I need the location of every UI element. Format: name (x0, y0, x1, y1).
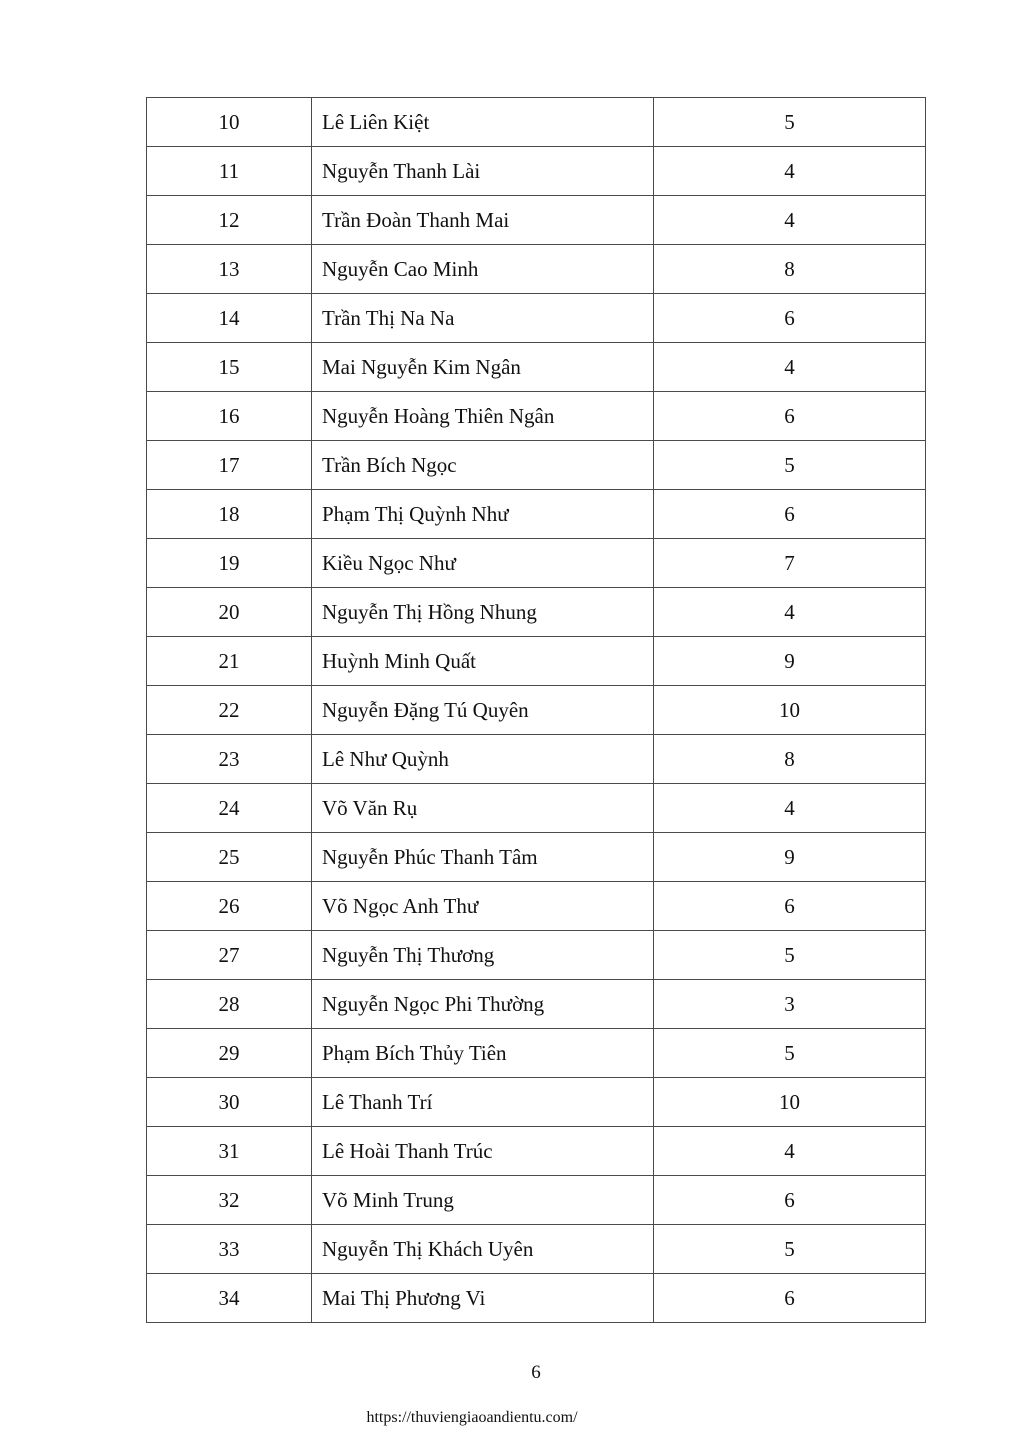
row-number-cell: 10 (147, 98, 312, 147)
student-name-cell: Lê Thanh Trí (312, 1078, 654, 1127)
row-number-cell: 33 (147, 1225, 312, 1274)
student-name-cell: Trần Thị Na Na (312, 294, 654, 343)
table-row (147, 1127, 926, 1176)
student-name-cell: Lê Như Quỳnh (312, 735, 654, 784)
row-number-cell: 20 (147, 588, 312, 637)
table-row (147, 343, 926, 392)
score-cell: 4 (654, 784, 926, 833)
score-cell: 6 (654, 1176, 926, 1225)
student-name-cell: Trần Bích Ngọc (312, 441, 654, 490)
row-number-cell: 32 (147, 1176, 312, 1225)
table-row (147, 196, 926, 245)
student-name-cell: Nguyễn Thanh Lài (312, 147, 654, 196)
table-row (147, 1176, 926, 1225)
student-name-cell: Huỳnh Minh Quất (312, 637, 654, 686)
row-number-cell: 25 (147, 833, 312, 882)
row-number-cell: 11 (147, 147, 312, 196)
row-number-cell: 15 (147, 343, 312, 392)
row-number-cell: 31 (147, 1127, 312, 1176)
score-cell: 8 (654, 245, 926, 294)
student-name-cell: Nguyễn Ngọc Phi Thường (312, 980, 654, 1029)
student-name-cell: Mai Nguyễn Kim Ngân (312, 343, 654, 392)
student-name-cell: Lê Liên Kiệt (312, 98, 654, 147)
table-row (147, 441, 926, 490)
table-row (147, 147, 926, 196)
table-row (147, 539, 926, 588)
student-name-cell: Võ Minh Trung (312, 1176, 654, 1225)
footer-url: https://thuviengiaoandientu.com/ (366, 1409, 578, 1426)
row-number-cell: 12 (147, 196, 312, 245)
table-row (147, 392, 926, 441)
student-name-cell: Nguyễn Đặng Tú Quyên (312, 686, 654, 735)
table-row (147, 931, 926, 980)
student-name-cell: Trần Đoàn Thanh Mai (312, 196, 654, 245)
row-number-cell: 34 (147, 1274, 312, 1323)
score-cell: 4 (654, 1127, 926, 1176)
row-number-cell: 16 (147, 392, 312, 441)
score-cell: 4 (654, 147, 926, 196)
score-cell: 8 (654, 735, 926, 784)
student-name-cell: Nguyễn Phúc Thanh Tâm (312, 833, 654, 882)
score-cell: 5 (654, 1029, 926, 1078)
student-name-cell: Võ Văn Rụ (312, 784, 654, 833)
row-number-cell: 19 (147, 539, 312, 588)
row-number-cell: 14 (147, 294, 312, 343)
table-row (147, 245, 926, 294)
table-row (147, 735, 926, 784)
table-row (147, 637, 926, 686)
table-row (147, 833, 926, 882)
student-name-cell: Võ Ngọc Anh Thư (312, 882, 654, 931)
score-cell: 5 (654, 1225, 926, 1274)
score-cell: 6 (654, 1274, 926, 1323)
table-row (147, 1029, 926, 1078)
student-name-cell: Nguyễn Thị Hồng Nhung (312, 588, 654, 637)
table-row (147, 784, 926, 833)
row-number-cell: 22 (147, 686, 312, 735)
table-row (147, 588, 926, 637)
score-cell: 4 (654, 196, 926, 245)
student-name-cell: Lê Hoài Thanh Trúc (312, 1127, 654, 1176)
score-cell: 10 (654, 686, 926, 735)
student-score-table (146, 97, 926, 1323)
row-number-cell: 13 (147, 245, 312, 294)
student-name-cell: Phạm Thị Quỳnh Như (312, 490, 654, 539)
row-number-cell: 24 (147, 784, 312, 833)
table-row (147, 1274, 926, 1323)
row-number-cell: 23 (147, 735, 312, 784)
table-row (147, 882, 926, 931)
score-cell: 4 (654, 343, 926, 392)
table-row (147, 98, 926, 147)
score-cell: 7 (654, 539, 926, 588)
student-name-cell: Mai Thị Phương Vi (312, 1274, 654, 1323)
score-cell: 10 (654, 1078, 926, 1127)
table-row (147, 294, 926, 343)
score-cell: 4 (654, 588, 926, 637)
table-row (147, 490, 926, 539)
row-number-cell: 17 (147, 441, 312, 490)
score-cell: 6 (654, 392, 926, 441)
score-cell: 6 (654, 882, 926, 931)
row-number-cell: 27 (147, 931, 312, 980)
page-number: 6 (531, 1362, 541, 1383)
student-name-cell: Nguyễn Thị Thương (312, 931, 654, 980)
row-number-cell: 29 (147, 1029, 312, 1078)
table-body (147, 98, 926, 1323)
row-number-cell: 30 (147, 1078, 312, 1127)
row-number-cell: 28 (147, 980, 312, 1029)
score-cell: 5 (654, 931, 926, 980)
row-number-cell: 18 (147, 490, 312, 539)
score-cell: 5 (654, 441, 926, 490)
student-name-cell: Kiều Ngọc Như (312, 539, 654, 588)
table-row (147, 980, 926, 1029)
table-row (147, 1225, 926, 1274)
score-cell: 9 (654, 637, 926, 686)
student-name-cell: Nguyễn Hoàng Thiên Ngân (312, 392, 654, 441)
table-row (147, 686, 926, 735)
table-row (147, 1078, 926, 1127)
row-number-cell: 21 (147, 637, 312, 686)
score-cell: 3 (654, 980, 926, 1029)
score-cell: 9 (654, 833, 926, 882)
score-cell: 5 (654, 98, 926, 147)
score-cell: 6 (654, 490, 926, 539)
row-number-cell: 26 (147, 882, 312, 931)
student-name-cell: Phạm Bích Thủy Tiên (312, 1029, 654, 1078)
student-name-cell: Nguyễn Thị Khách Uyên (312, 1225, 654, 1274)
student-name-cell: Nguyễn Cao Minh (312, 245, 654, 294)
score-cell: 6 (654, 294, 926, 343)
